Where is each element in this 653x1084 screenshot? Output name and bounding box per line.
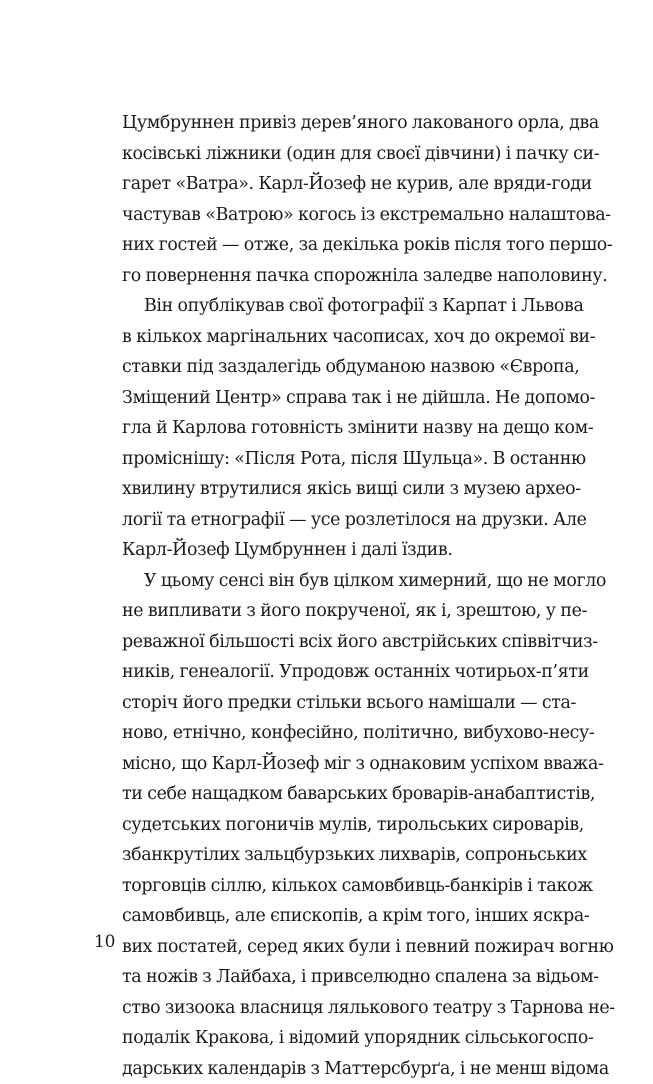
body-text — [122, 108, 574, 1084]
text-line: ново, етнічно, конфесійно, політично, вибухово-несу- — [122, 718, 574, 749]
text-line: частував «Ватрою» когось із екстремально налаштова- — [122, 200, 574, 231]
text-line: реважної більшості всіх його австрійських співвітчиз- — [122, 627, 574, 658]
text-line: дарських календарів з Маттерсбурґа, і не менш відома — [122, 1054, 574, 1084]
text-line: гарет «Ватра». Карл-Йозеф не курив, але вряди-годи — [122, 169, 574, 200]
text-line: в кількох маргінальних часописах, хоч до окремої ви- — [122, 322, 574, 353]
text-line: вих постатей, серед яких були і певний пожирач вогню — [122, 932, 574, 963]
text-line: ників, генеалогії. Упродовж останніх чотирьох-п’яти — [122, 657, 574, 688]
page-number: 10 — [94, 932, 115, 952]
text-line: не випливати з його покрученої, як і, зрештою, у пе- — [122, 596, 574, 627]
text-line: торговців сіллю, кількох самовбивць-банкірів і також — [122, 871, 574, 902]
text-line: гла й Карлова готовність змінити назву на дещо ком- — [122, 413, 574, 444]
text-line: ставки під заздалегідь обдуманою назвою «Європа, — [122, 352, 574, 383]
text-line: Зміщений Центр» справа так і не дійшла. Не допомо- — [122, 383, 574, 414]
text-line: та ножів з Лайбаха, і привселюдно спалена за відьом- — [122, 962, 574, 993]
text-line: збанкрутілих зальцбурзьких лихварів, сопроньських — [122, 840, 574, 871]
text-line: Він опублікував свої фотографії з Карпат і Львова — [122, 291, 574, 322]
text-line: го повернення пачка спорожніла заледве наполовину. — [122, 261, 574, 292]
text-line: У цьому сенсі він був цілком химерний, що не могло — [122, 566, 574, 597]
text-line: косівські ліжники (один для своєї дівчини) і пачку си- — [122, 139, 574, 170]
text-line: сторіч його предки стільки всього намішали — ста- — [122, 688, 574, 719]
text-line: подалік Кракова, і відомий упорядник сільськогоспо- — [122, 1023, 574, 1054]
text-line: ство зизоока власниця лялькового театру з Тарнова не- — [122, 993, 574, 1024]
text-line: хвилину втрутилися якісь вищі сили з музею археo- — [122, 474, 574, 505]
text-line: проміснішу: «Після Рота, після Шульца». В останню — [122, 444, 574, 475]
text-line: Цумбруннен привіз дерев’яного лакованого орла, два — [122, 108, 574, 139]
text-line: місно, що Карл-Йозеф міг з однаковим успіхом вважа- — [122, 749, 574, 780]
text-line: Карл-Йозеф Цумбруннен і далі їздив. — [122, 535, 574, 566]
text-line: логії та етнографії — усе розлетілося на друзки. Але — [122, 505, 574, 536]
text-line: ти себе нащадком баварських броварів-анабаптистів, — [122, 779, 574, 810]
text-line: самовбивць, але єпископів, а крім того, інших яскра- — [122, 901, 574, 932]
text-line: них гостей — отже, за декілька років після того першо- — [122, 230, 574, 261]
text-line: судетських погоничів мулів, тирольських сироварів, — [122, 810, 574, 841]
